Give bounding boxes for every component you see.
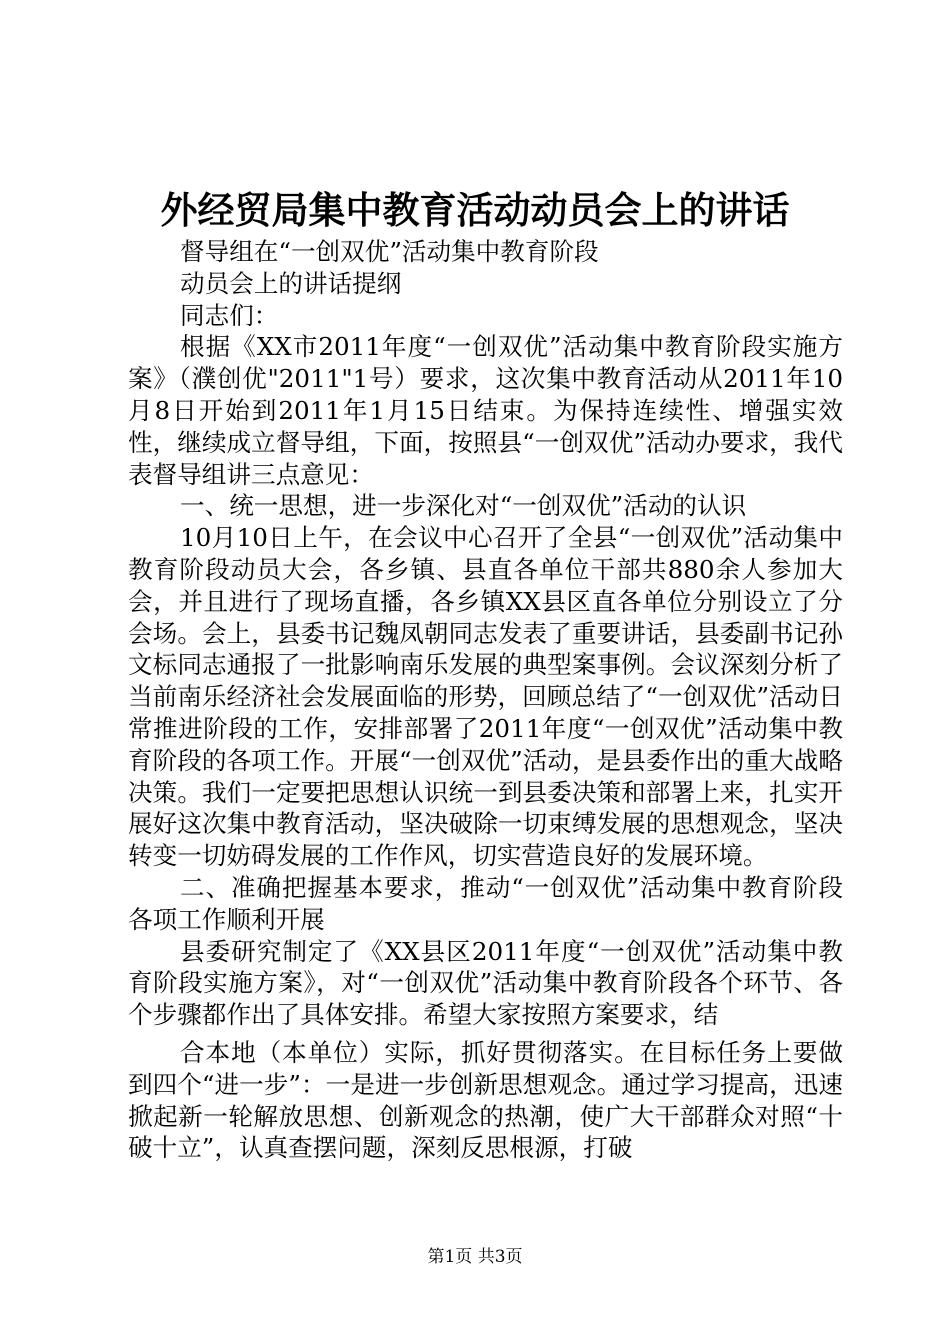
heading-section-1: 一、统一思想，进一步深化对“一创双优”活动的认识 <box>180 491 747 521</box>
document-body <box>128 236 843 1164</box>
heading-section-2: 二、准确把握基本要求，推动“一创双优”活动集中教育阶段各项工作顺利开展 <box>128 872 843 934</box>
paragraph-subtitle-1: 督导组在“一创双优”活动集中教育阶段 <box>180 237 599 266</box>
paragraph-section-2-a: 县委研究制定了《XX县区2011年度“一创双优”活动集中教育阶段实施方案》，对“一创双优”活动集中教育阶段各个环节、各个步骤都作出了具体安排。希望大家按照方案要求，结 <box>128 936 843 1030</box>
document-title: 外经贸局集中教育活动动员会上的讲话 <box>160 188 790 232</box>
paragraph-salutation: 同志们： <box>180 300 279 330</box>
paragraph-intro: 根据《XX市2011年度“一创双优”活动集中教育阶段实施方案》（濮创优"2011"1号）要求，这次集中教育活动从2011年10月8日开始到2011年1月15日结束。为保持连续性、增强实效性，继续成立督导组，下面，按照县“一创双优”活动办要求，我代表督导组讲三点意见： <box>128 332 843 489</box>
paragraph-section-1: 10月10日上午，在会议中心召开了全县“一创双优”活动集中教育阶段动员大会，各乡镇、县直各单位干部共880余人参加大会，并且进行了现场直播，各乡镇XX县区直各单位分别设立了分会场。会上，县委书记魏凤朝同志发表了重要讲话，县委副书记孙文标同志通报了一批影响南乐发展的典型案事例。会议深刻分析了当前南乐经济社会发展面临的形势，回顾总结了“一创双优”活动日常推进阶段的工作，安排部署了2011年度“一创双优”活动集中教育阶段的各项工作。开展“一创双优”活动，是县委作出的重大战略决策。我们一定要把思想认识统一到县委决策和部署上来，扎实开展好这次集中教育活动，坚决破除一切束缚发展的思想观念，坚决转变一切妨碍发展的工作作风，切实营造良好的发展环境。 <box>128 523 843 871</box>
paragraph-subtitle-2: 动员会上的讲话提纲 <box>180 268 402 298</box>
page-footer: 第1页 共3页 <box>427 1247 523 1267</box>
paragraph-section-2-b: 合本地（本单位）实际，抓好贯彻落实。在目标任务上要做到四个“进一步”：一是进一步创新思想观念。通过学习提高，迅速掀起新一轮解放思想、创新观念的热潮，使广大干部群众对照“十破十立”，认真查摆问题，深刻反思根源，打破 <box>128 1037 843 1163</box>
